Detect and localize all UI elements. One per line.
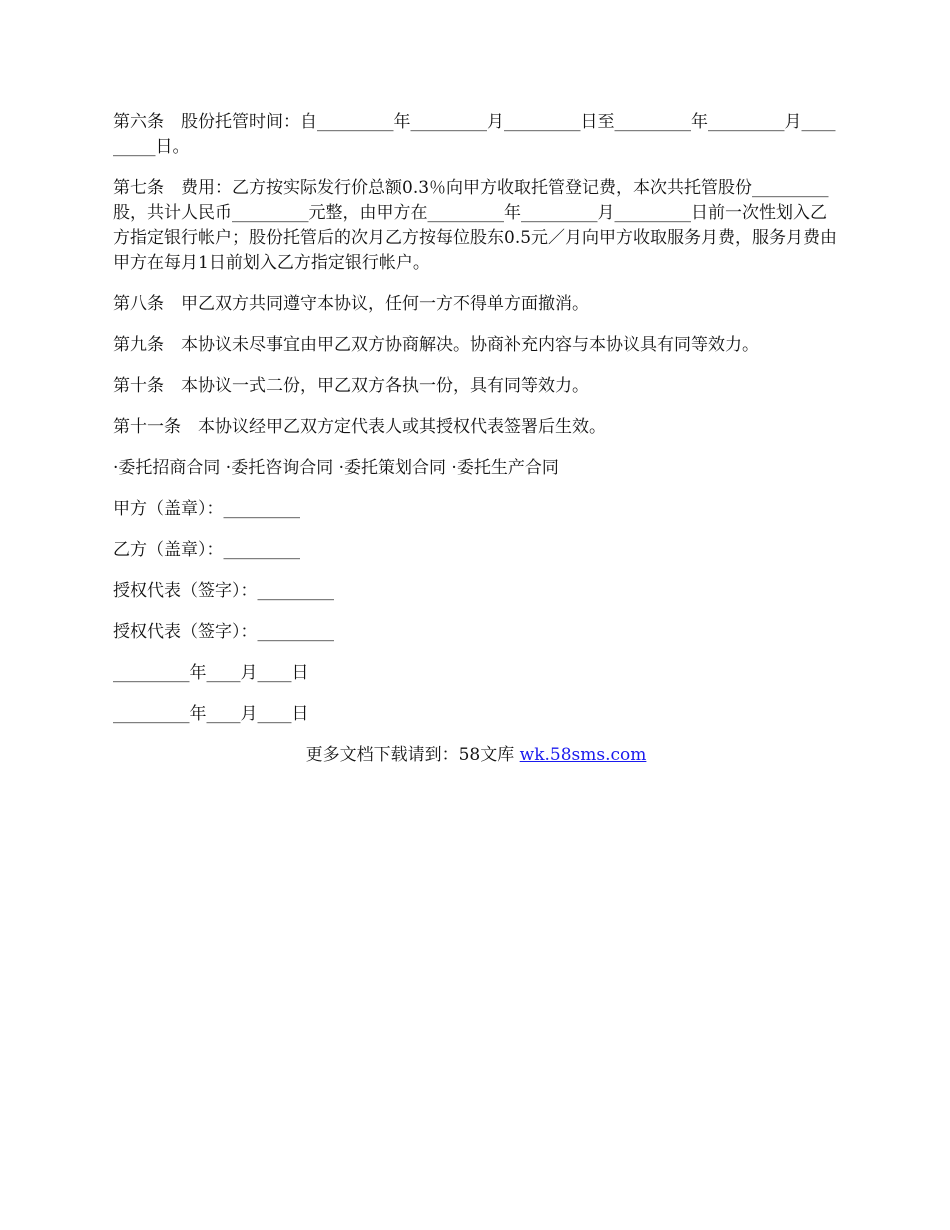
clause-10: 第十条 本协议一式二份，甲乙双方各执一份，具有同等效力。 [113,376,589,396]
date-line: _________年____月____日 [113,704,309,724]
authorized-rep-signature-line: 授权代表（签字）：_________ [113,581,334,601]
document-page [113,110,839,768]
authorized-rep-signature-line: 授权代表（签字）：_________ [113,622,334,642]
clause-9: 第九条 本协议未尽事宜由甲乙双方协商解决。协商补充内容与本协议具有同等效力。 [113,335,759,355]
date-line: _________年____月____日 [113,663,309,683]
related-contracts-links[interactable]: ·委托招商合同 ·委托咨询合同 ·委托策划合同 ·委托生产合同 [113,458,559,478]
clause-7: 第七条 费用：乙方按实际发行价总额0.3％向甲方收取托管登记费，本次共托管股份_________股，共计人民币_________元整，由甲方在_________年_________月_________日前一次性划入乙方指定银行帐户；股份托管后的次月乙方按每位股东0.5元／月向甲方收取服务月费，服务月费由甲方在每月1日前划入乙方指定银行帐户。 [113,178,838,273]
party-a-seal-line: 甲方（盖章）：_________ [113,499,300,519]
footer-text: 更多文档下载请到：58文库 [305,745,520,765]
party-b-seal-line: 乙方（盖章）：_________ [113,540,300,560]
footer-link[interactable]: wk.58sms.com [519,745,647,765]
clause-8: 第八条 甲乙双方共同遵守本协议，任何一方不得单方面撤消。 [113,294,589,314]
footer [113,743,839,768]
clause-11: 第十一条 本协议经甲乙双方定代表人或其授权代表签署后生效。 [113,417,606,437]
clause-6: 第六条 股份托管时间：自_________年_________月_________日至_________年_________月_________日。 [113,112,836,157]
